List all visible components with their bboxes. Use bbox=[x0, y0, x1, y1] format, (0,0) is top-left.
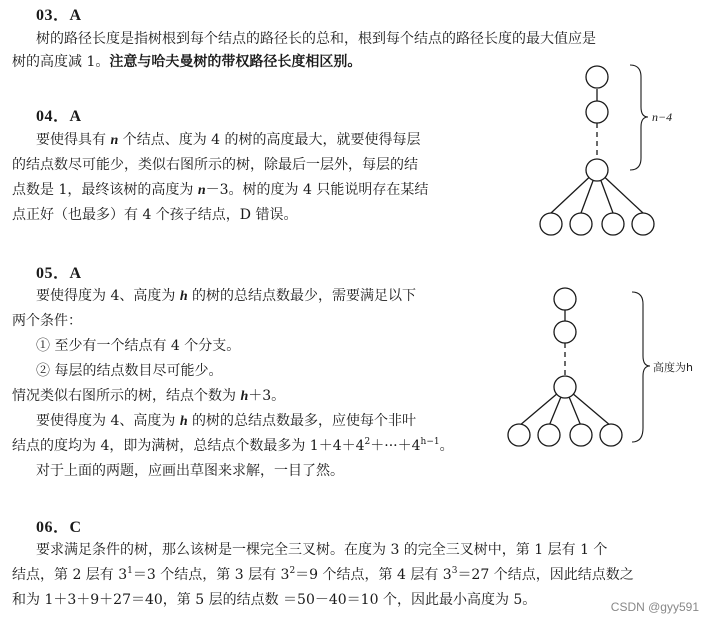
answer-04-heading: 04．A bbox=[36, 108, 82, 125]
tree-node-leaf bbox=[538, 424, 560, 446]
tree-node-leaf bbox=[570, 424, 592, 446]
answer-05-line-7 bbox=[12, 436, 454, 456]
tree-node-leaf bbox=[540, 213, 562, 235]
answer-03-line-2 bbox=[12, 52, 361, 72]
answer-05-l5-b: ＋3。 bbox=[248, 388, 286, 404]
answer-03-line-2-a: 树的高度减 1。 bbox=[12, 54, 110, 70]
answer-05-exp-h-1: h−1 bbox=[420, 437, 440, 447]
answer-04-line-1 bbox=[36, 130, 421, 151]
answer-03-line-1: 树的路径长度是指树根到每个结点的路径长的总和，根到每个结点的路径长度的最大值应是 bbox=[36, 31, 596, 47]
answer-05-l7-c: 。 bbox=[439, 438, 454, 454]
answer-06-line-2 bbox=[12, 565, 634, 585]
answer-04-line-2: 的结点数尽可能少，类似右图所示的树，除最后一层外，每层的结 bbox=[12, 157, 418, 173]
height-brace bbox=[632, 292, 650, 442]
answer-05-l7-a: 结点的度均为 4，即为满树，总结点个数最多为 1＋4＋4 bbox=[12, 438, 365, 454]
answer-04-l3-a: 点数是 1，最终该树的高度为 bbox=[12, 182, 198, 198]
answer-06-l2-b: ＝3 个结点，第 3 层有 3 bbox=[132, 567, 290, 583]
answer-06-l2-a: 结点，第 2 层有 3 bbox=[12, 567, 128, 583]
answer-04-line-3 bbox=[12, 180, 428, 201]
tree-node bbox=[586, 66, 608, 88]
answer-05-l1-b: 的树的总结点数最少，需要满足以下 bbox=[187, 288, 417, 304]
answer-06-l2-c: ＝9 个结点，第 4 层有 3 bbox=[295, 567, 452, 583]
answer-05-var-h3: h bbox=[179, 414, 188, 429]
answer-05-var-h: h bbox=[179, 289, 188, 304]
answer-06-line-1: 要求满足条件的树，那么该树是一棵完全三叉树。在度为 3 的完全三叉树中，第 1 层有 1 个 bbox=[36, 542, 608, 558]
answer-05-line-2: 两个条件： bbox=[12, 313, 82, 329]
answer-05-line-6 bbox=[36, 411, 416, 432]
answer-05-line-5 bbox=[12, 386, 285, 407]
answer-05-var-h2: h bbox=[240, 389, 249, 404]
answer-05-exp-2: 2 bbox=[364, 437, 371, 447]
answer-05-l6-a: 要使得度为 4、高度为 bbox=[36, 413, 180, 429]
answer-03-heading: 03．A bbox=[36, 7, 82, 24]
tree-figure-04 bbox=[525, 55, 695, 245]
answer-05-l7-b: ＋···＋4 bbox=[370, 438, 421, 454]
tree-node-leaf bbox=[602, 213, 624, 235]
answer-04-l1-b: 个结点、度为 4 的树的高度最大，就要使得每层 bbox=[118, 132, 421, 148]
tree-node bbox=[586, 159, 608, 181]
answer-06-l2-d: ＝27 个结点，因此结点数之 bbox=[457, 567, 634, 583]
tree-node-leaf bbox=[632, 213, 654, 235]
figure-label-height-h: 高度为h bbox=[653, 361, 693, 374]
answer-06-heading: 06．C bbox=[36, 519, 82, 536]
answer-04-line-4: 点正好（也最多）有 4 个孩子结点，D 错误。 bbox=[12, 207, 298, 223]
height-brace bbox=[630, 65, 648, 170]
answer-05-heading: 05．A bbox=[36, 265, 82, 282]
answer-05-line-1 bbox=[36, 286, 416, 307]
answer-05-l1-a: 要使得度为 4、高度为 bbox=[36, 288, 180, 304]
tree-node-leaf bbox=[570, 213, 592, 235]
answer-06-exp-3: 3 bbox=[451, 566, 458, 576]
tree-node-leaf bbox=[600, 424, 622, 446]
answer-05-l5-a: 情况类似右图所示的树，结点个数为 bbox=[12, 388, 241, 404]
answer-03-note: 注意与哈夫曼树的带权路径长度相区别。 bbox=[109, 54, 362, 70]
answer-04-l3-b: －3。树的度为 4 只能说明存在某结 bbox=[205, 182, 429, 198]
tree-node bbox=[586, 101, 608, 123]
answer-05-condition-1: ① 至少有一个结点有 4 个分支。 bbox=[36, 338, 241, 354]
tree-figure-05 bbox=[495, 280, 700, 455]
answer-06-line-3: 和为 1＋3＋9＋27＝40，第 5 层的结点数 ＝50－40＝10 个，因此最小高度为 5。 bbox=[12, 592, 537, 608]
tree-node bbox=[554, 321, 576, 343]
tree-node bbox=[554, 376, 576, 398]
answer-04-var-n2: n bbox=[197, 183, 206, 198]
answer-04-l1-a: 要使得具有 bbox=[36, 132, 111, 148]
answer-05-condition-2: ② 每层的结点数目尽可能少。 bbox=[36, 363, 223, 379]
tree-node bbox=[554, 288, 576, 310]
answer-06-exp-2: 2 bbox=[289, 566, 296, 576]
answer-04-var-n: n bbox=[110, 133, 119, 148]
answer-06-exp-1: 1 bbox=[127, 566, 133, 576]
figure-label-n-4: n−4 bbox=[652, 110, 673, 124]
answer-05-l6-b: 的树的总结点数最多，应使每个非叶 bbox=[187, 413, 417, 429]
answer-05-line-8: 对于上面的两题，应画出草图来求解，一目了然。 bbox=[36, 463, 344, 479]
tree-node-leaf bbox=[508, 424, 530, 446]
watermark: CSDN @gyy591 bbox=[610, 600, 699, 614]
